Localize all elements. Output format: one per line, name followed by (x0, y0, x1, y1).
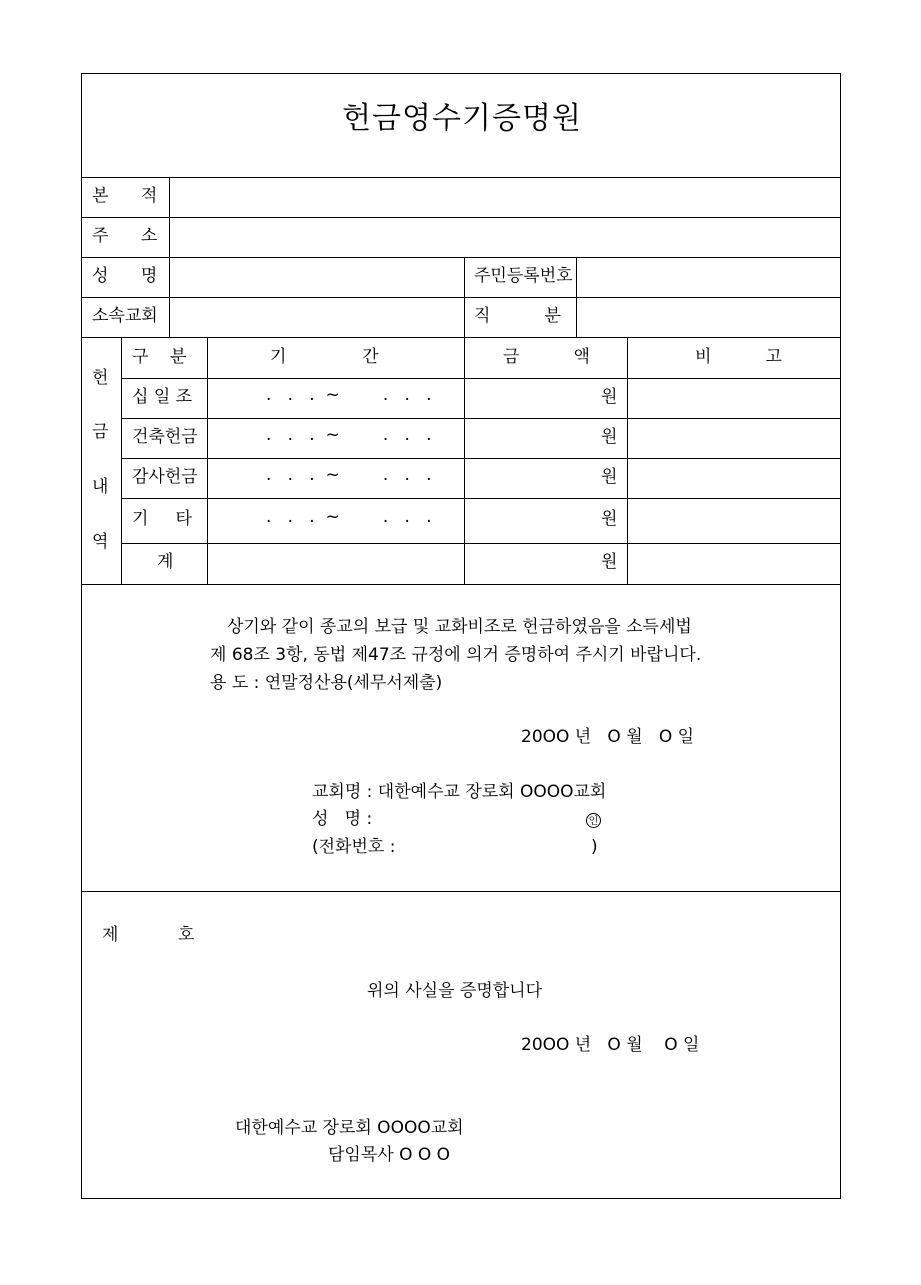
phone-close: ) (591, 837, 598, 857)
address-label: 주 소 (92, 226, 158, 246)
divider (627, 337, 628, 584)
phone-label: (전화번호 : (312, 837, 396, 857)
header-category: 구 분 (132, 347, 187, 367)
row-period: . . . ~ . . . (266, 465, 432, 485)
divider (82, 297, 840, 298)
divider (121, 458, 840, 459)
row-period: . . . ~ . . . (266, 425, 432, 445)
header-remark: 비 고 (695, 347, 782, 367)
signer-label: 성 명 : (312, 809, 373, 829)
row-unit: 원 (601, 387, 618, 407)
divider (82, 337, 840, 338)
number-prefix: 제 (102, 925, 119, 945)
header-period: 기 간 (270, 347, 379, 367)
church-name: 교회명 : 대한예수교 장로회 OOOO교회 (312, 782, 607, 802)
offering-side-label-1: 헌 (92, 368, 109, 388)
statement-date: 20OO 년 O 월 O 일 (521, 727, 695, 747)
row-category: 감사헌금 (132, 467, 198, 487)
row-category: 건축헌금 (132, 427, 198, 447)
divider (207, 337, 208, 584)
position-label: 직 분 (474, 306, 561, 326)
divider (82, 177, 840, 178)
confirm-text: 위의 사실을 증명합니다 (367, 981, 543, 1001)
total-unit: 원 (601, 552, 618, 572)
row-category: 십 일 조 (132, 387, 193, 407)
divider (121, 418, 840, 419)
offering-side-label-3: 내 (92, 477, 109, 497)
row-period: . . . ~ . . . (266, 385, 432, 405)
row-unit: 원 (601, 509, 618, 529)
divider (121, 543, 840, 544)
row-unit: 원 (601, 467, 618, 487)
number-suffix: 호 (178, 925, 195, 945)
form-title: 헌금영수기증명원 (342, 101, 582, 136)
row-category: 기 타 (132, 509, 192, 529)
divider (464, 337, 465, 584)
statement-line-3: 용 도 : 연말정산용(세무서제출) (210, 673, 443, 693)
offering-side-label-4: 역 (92, 532, 109, 552)
header-amount: 금 액 (503, 347, 590, 367)
certificate-form (81, 73, 841, 1199)
divider (121, 498, 840, 499)
divider (576, 257, 577, 337)
divider (464, 257, 465, 337)
certificate-pastor: 담임목사 O O O (328, 1145, 451, 1165)
resident-number-label: 주민등록번호 (474, 266, 573, 286)
offering-side-label-2: 금 (92, 422, 109, 442)
name-label: 성 명 (92, 266, 158, 286)
total-label: 계 (157, 552, 174, 572)
divider (82, 217, 840, 218)
statement-line-2: 제 68조 3항, 동법 제47조 규정에 의거 증명하여 주시기 바랍니다. (210, 645, 702, 665)
divider (82, 584, 840, 585)
row-period: . . . ~ . . . (266, 507, 432, 527)
divider (82, 891, 840, 892)
divider (82, 257, 840, 258)
row-unit: 원 (601, 427, 618, 447)
seal-mark: 인 (586, 813, 601, 828)
divider (121, 378, 840, 379)
certificate-date: 20OO 년 O 월 O 일 (521, 1035, 700, 1055)
certificate-church: 대한예수교 장로회 OOOO교회 (235, 1118, 464, 1138)
church-label: 소속교회 (92, 306, 158, 326)
origin-label: 본 적 (92, 186, 158, 206)
divider (169, 177, 170, 337)
divider (121, 337, 122, 584)
statement-line-1: 상기와 같이 종교의 보급 및 교화비조로 헌금하였음을 소득세법 (227, 617, 692, 637)
